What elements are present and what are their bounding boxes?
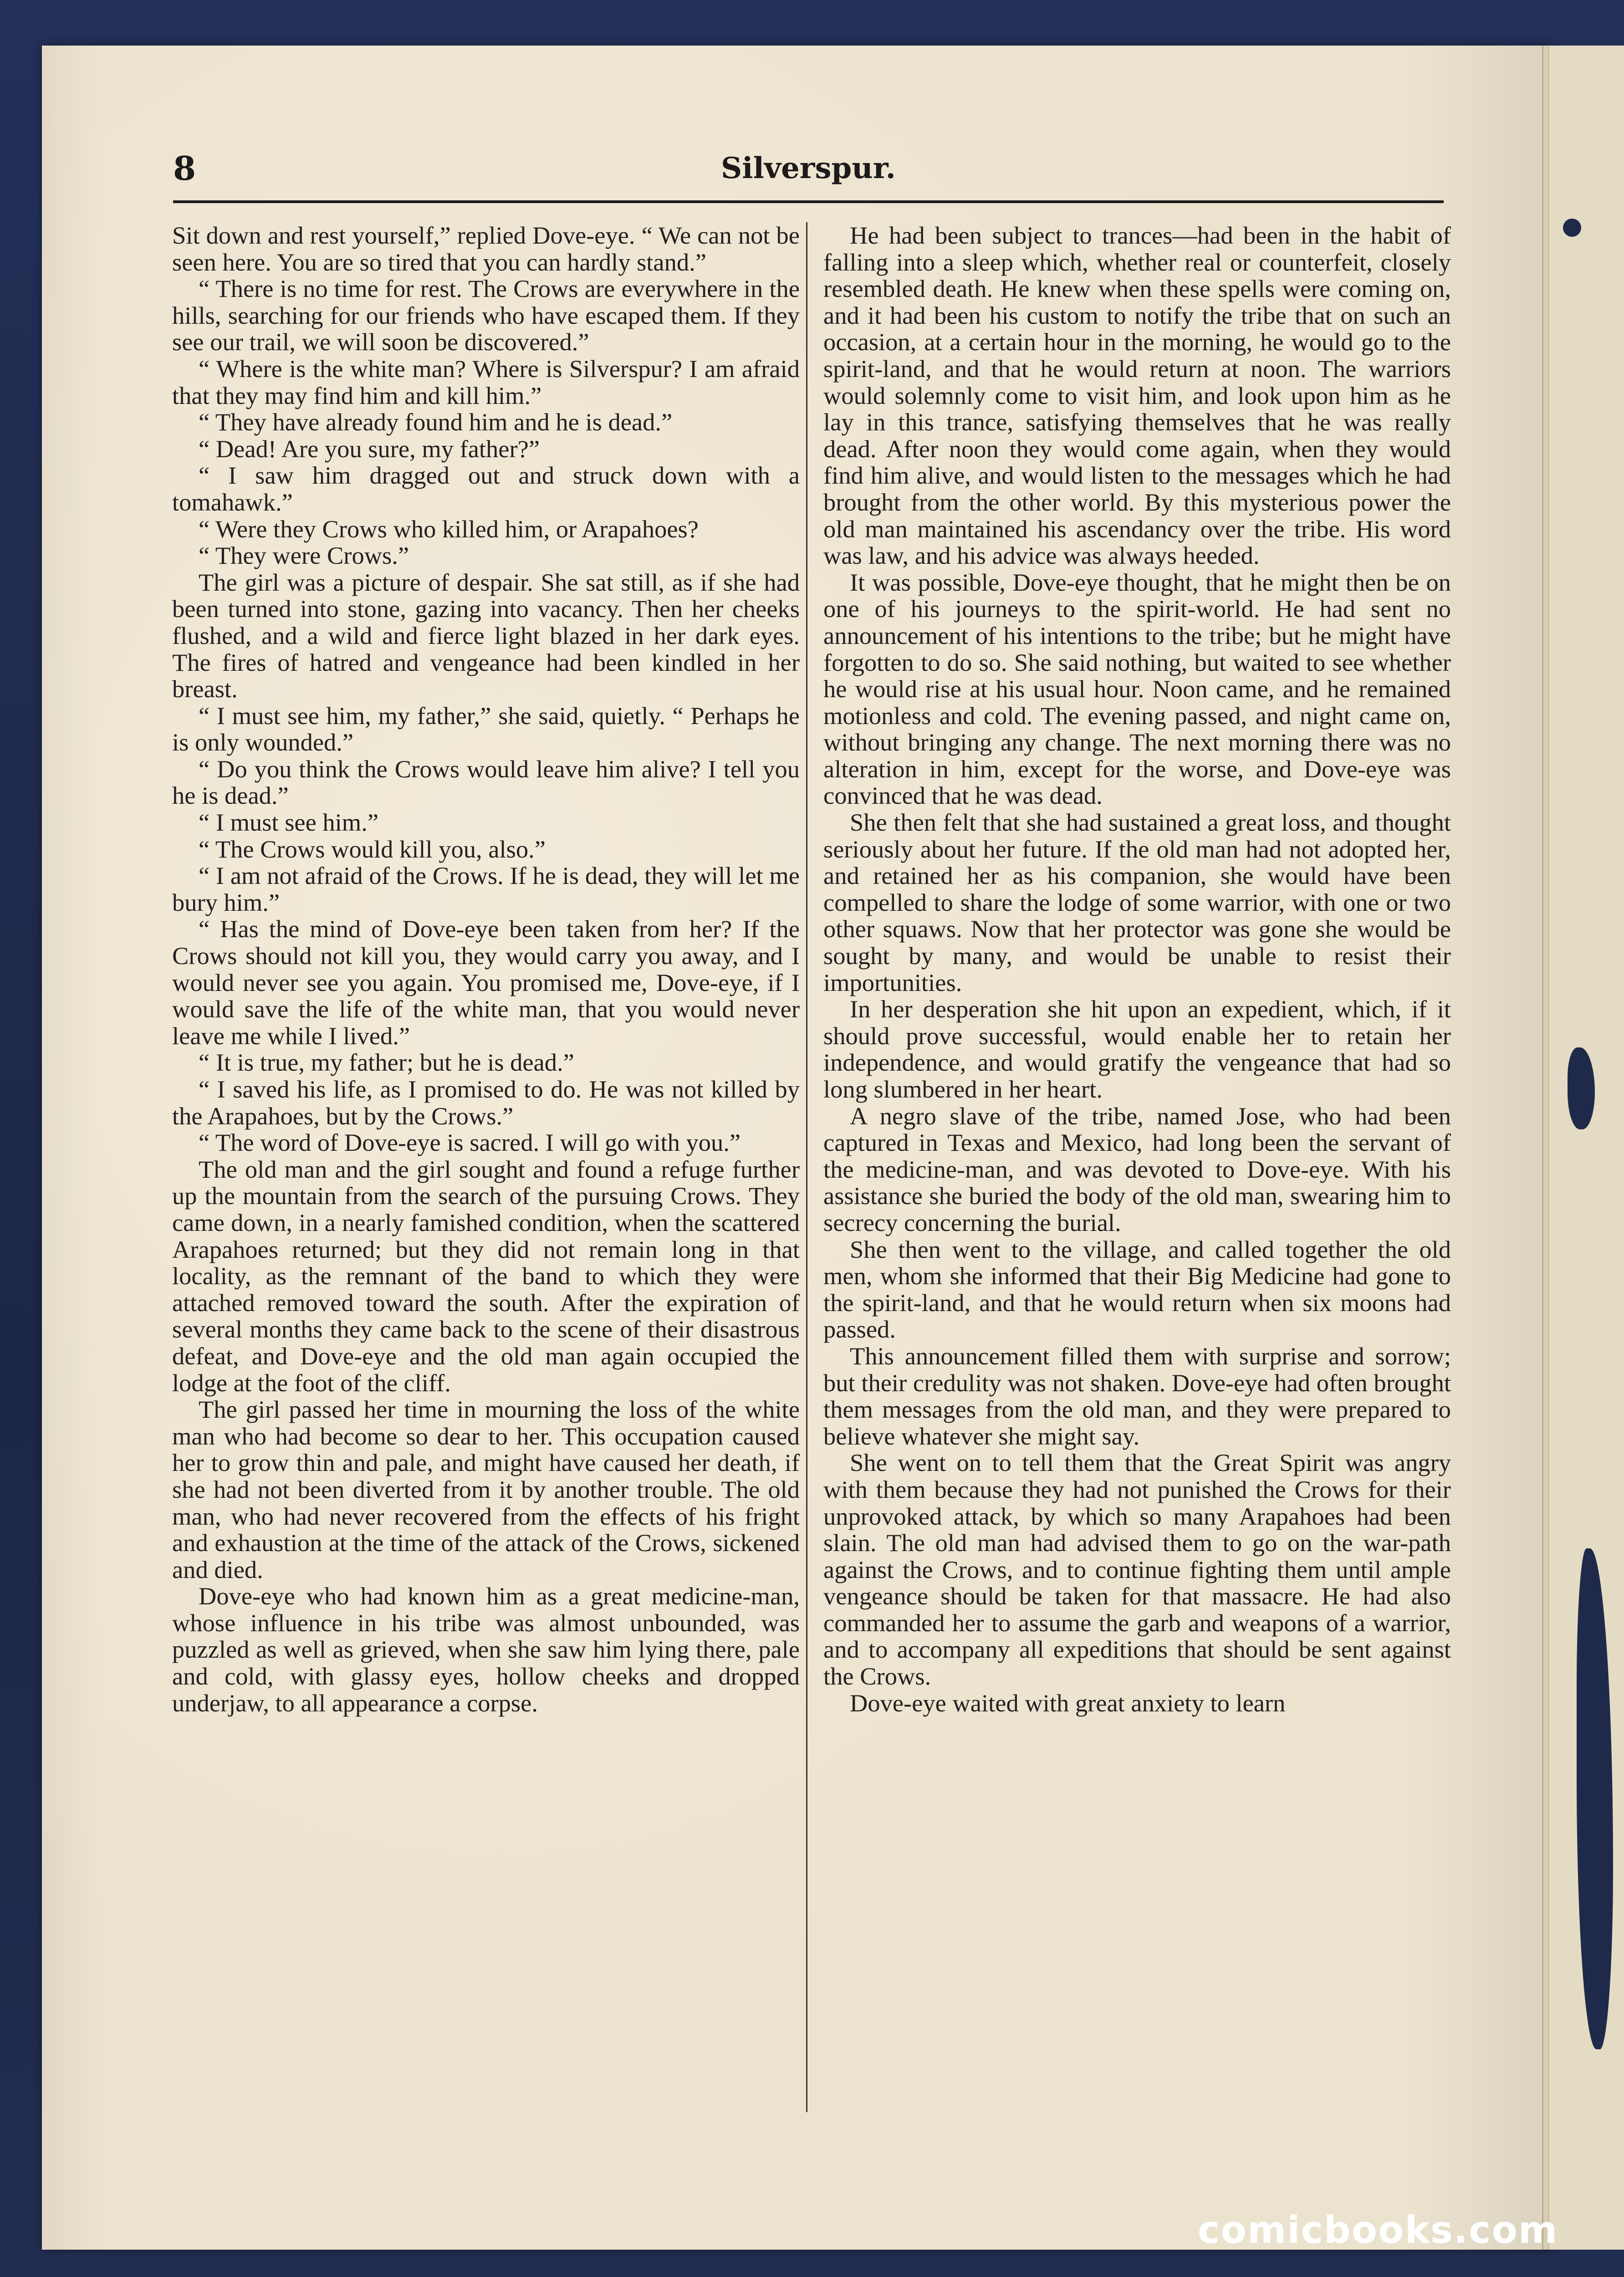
paragraph: “ I must see him, my father,” she said, quietly. “ Perhaps he is only wounded.” [172, 701, 800, 756]
facing-page-edge [1548, 46, 1624, 2250]
paragraph: “ I must see him.” [199, 808, 379, 837]
page-tear [1563, 219, 1581, 237]
paragraph: The girl was a picture of despair. She sat still, as if she had been turned into stone, gazing into vacancy. Then her cheeks flushed, and a wild and fierce light blazed in her dark eyes. The fires of hatred and vengeance had been kindled in her breast. [172, 568, 800, 703]
page-tear [1568, 1047, 1595, 1129]
paragraph: The old man and the girl sought and found a refuge further up the mountain from the search of the pursuing Crows. They came down, in a nearly famished condition, when the scattered Arapahoes returned; but they did not remain long in that locality, as the remnant of the band to which they were attached removed toward the south. After the expiration of several months they came back to the scene of their disastrous defeat, and Dove-eye and the old man again occupied the lodge at the foot of the cliff. [172, 1155, 800, 1397]
paragraph: “ They have already found him and he is dead.” [199, 408, 673, 436]
paragraph: This announcement filled them with surprise and sorrow; but their credulity was not shaken. Dove-eye had often brought them messages from the old man, and they were prepared to believe whatever she might say. [823, 1342, 1451, 1450]
paragraph: A negro slave of the tribe, named Jose, who had been captured in Texas and Mexico, had long been the servant of the medicine-man, and was devoted to Dove-eye. With his assistance she buried the body of the old man, swearing him to secrecy concerning the burial. [823, 1102, 1451, 1236]
page-header [173, 146, 1444, 196]
paragraph: “ I saw him dragged out and struck down with a tomahawk.” [172, 461, 800, 516]
left-column [172, 222, 800, 2098]
paragraph: “ They were Crows.” [199, 541, 409, 570]
paragraph: “ I am not afraid of the Crows. If he is dead, they will let me bury him.” [172, 862, 800, 916]
paragraph: Dove-eye who had known him as a great medicine-man, whose influence in his tribe was almost unbounded, was puzzled as well as grieved, when she saw him lying there, pale and cold, with glassy eyes, hollow cheeks and dropped underjaw, to all appearance a corpse. [172, 1582, 800, 1717]
paragraph: Dove-eye waited with great anxiety to learn [850, 1689, 1286, 1717]
right-column [823, 222, 1451, 2098]
paragraph: “ I saved his life, as I promised to do. He was not killed by the Arapahoes, but by the Crows.” [172, 1075, 800, 1130]
paragraph: “ Has the mind of Dove-eye been taken from her? If the Crows should not kill you, they would carry you away, and I would never see you again. You promised me, Dove-eye, if I would save the life of the white man, that you would never leave me while I lived.” [172, 915, 800, 1050]
paragraph: He had been subject to trances—had been in the habit of falling into a sleep which, whether real or counterfeit, closely resembled death. He knew when these spells were coming on, and it had been his custom to notify the tribe that on such an occasion, at a certain hour in the morning, he would go to the spirit-land, and that he would return at noon. The warriors would solemnly come to visit him, and look upon him as he lay in this trance, satisfying themselves that he was really dead. After noon they would come again, when they would find him alive, and would listen to the messages which he had brought from the other world. By this mysterious power the old man maintained his ascendancy over the tribe. His word was law, and his advice was always heeded. [823, 222, 1451, 570]
header-rule [173, 200, 1444, 203]
paragraph: “ It is true, my father; but he is dead.” [199, 1048, 574, 1077]
paragraph: It was possible, Dove-eye thought, that he might then be on one of his journeys to the spirit-world. He had sent no announcement of his intentions to the tribe; but he might have forgotten to do so. She said nothing, but waited to see whether he would rise at his usual hour. Noon came, and he remained motionless and cold. The evening passed, and night came on, without bringing any change. The next morning there was no alteration in him, except for the worse, and Dove-eye was convinced that he was dead. [823, 568, 1451, 810]
paragraph: The girl passed her time in mourning the loss of the white man who had become so dear to her. This occupation caused her to grow thin and pale, and might have caused her death, if she had not been diverted from it by another trouble. The old man, who had never recovered from the effects of his fright and exhaustion at the time of the attack of the Crows, sickened and died. [172, 1395, 800, 1583]
paragraph: “ Dead! Are you sure, my father?” [199, 434, 540, 463]
paragraph: “ Where is the white man? Where is Silverspur? I am afraid that they may find him and kill him.” [172, 354, 800, 409]
paragraph: In her desperation she hit upon an expedient, which, if it should prove successful, would enable her to retain her independence, and would gratify the vengeance that had so long slumbered in her heart. [823, 995, 1451, 1103]
paragraph: “ There is no time for rest. The Crows are everywhere in the hills, searching for our friends who have escaped them. If they see our trail, we will soon be discovered.” [172, 275, 800, 356]
paragraph: “ Were they Crows who killed him, or Arapahoes? [199, 515, 699, 543]
paragraph: She went on to tell them that the Great Spirit was angry with them because they had not punished the Crows for their unprovoked attack, by which so many Arapahoes had been slain. The old man had advised them to go on the war-path against the Crows, and to continue fighting them until ample vengeance should be taken for that massacre. He had also commanded her to assume the garb and weapons of a warrior, and to accompany all expeditions that should be sent against the Crows. [823, 1449, 1451, 1690]
page-tear [1577, 1548, 1613, 2049]
watermark: comicbooks.com [1198, 2209, 1558, 2252]
paragraph: She then felt that she had sustained a great loss, and thought seriously about her future. If the old man had not adopted her, and retained her as his companion, she would have been compelled to share the lodge of some warrior, with one or two other squaws. Now that her protector was gone she would be sought by many, and would be unable to resist their importunities. [823, 808, 1451, 996]
paragraph: “ The Crows would kill you, also.” [199, 835, 546, 863]
paragraph: She then went to the village, and called together the old men, whom she informed that their Big Medicine had gone to the spirit-land, and that he would return when six moons had passed. [823, 1235, 1451, 1343]
column-divider [806, 222, 807, 2112]
running-title: Silverspur. [721, 151, 896, 185]
paragraph: “ The word of Dove-eye is sacred. I will go with you.” [199, 1128, 741, 1157]
paragraph: “ Do you think the Crows would leave him alive? I tell you he is dead.” [172, 755, 800, 810]
paragraph: Sit down and rest yourself,” replied Dove-eye. “ We can not be seen here. You are so tired that you can hardly stand.” [172, 222, 800, 276]
page-number: 8 [173, 149, 196, 188]
